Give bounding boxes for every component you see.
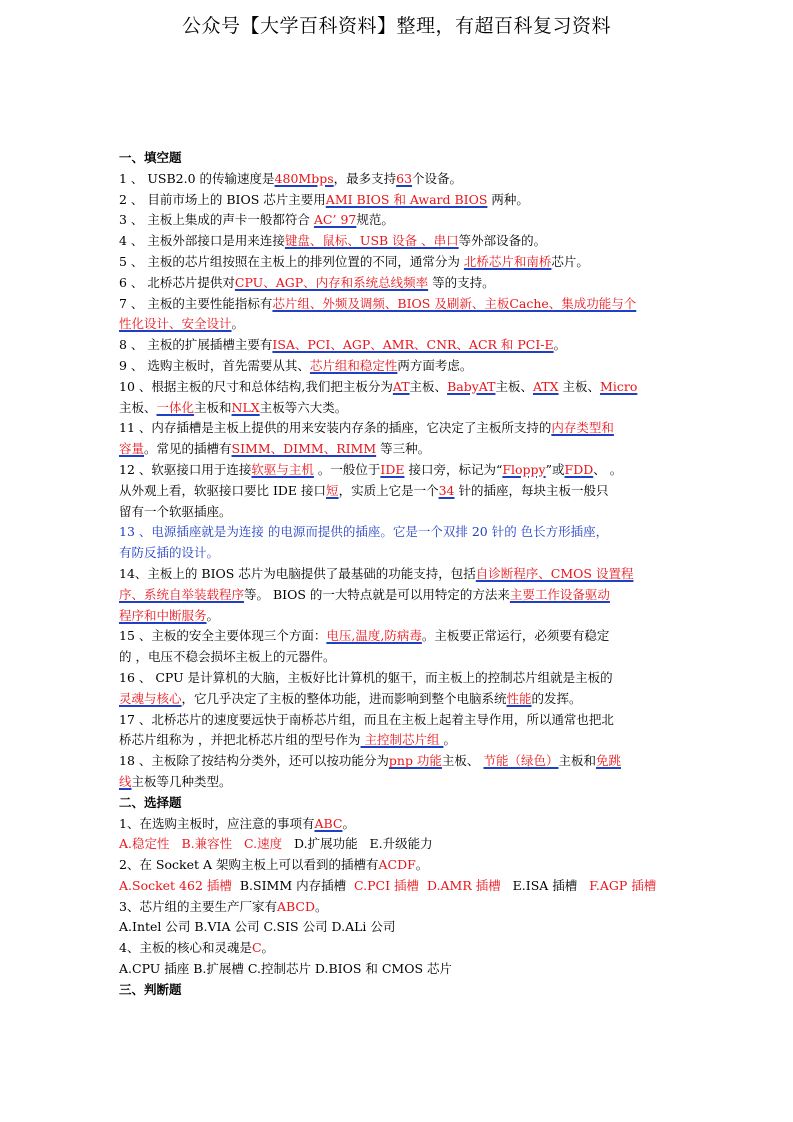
choice-4-options: A.CPU 插座 B.扩展槽 C.控制芯片 D.BIOS 和 CMOS 芯片 [119,961,453,977]
section-choice: 二、选择题 [119,794,182,810]
choice-3: 3、芯片组的主要生产厂家有ABCD。 [119,898,328,914]
question-16-line-2: 灵魂与核心，它几乎决定了主板的整体功能，进而影响到整个电脑系统性能的发挥。 [119,690,582,706]
question-9: 9 、 选购主板时，首先需要从其、芯片组和稳定性两方面考虑。 [119,357,473,373]
question-18-line-1: 18 、主板除了按结构分类外，还可以按功能分为pnp 功能主板、 节能（绿色）主板和免跳 [119,753,621,769]
question-18-line-2: 线主板等几种类型。 [119,773,232,789]
choice-2-options: A.Socket 462 插槽 B.SIMM 内存插槽 C.PCI 插槽 D.AMR 插槽 E.ISA 插槽 F.AGP 插槽 [119,877,657,893]
question-10-line-1: 10 、根据主板的尺寸和总体结构,我们把主板分为AT主板、BabyAT主板、ATX 主板、Micro [119,378,638,394]
choice-1: 1、在选购主板时，应注意的事项有ABC。 [119,815,355,831]
question-17-line-2: 桥芯片组称为 ，并把北桥芯片组的型号作为 主控制芯片组 。 [119,732,456,748]
choice-3-options: A.Intel 公司 B.VIA 公司 C.SIS 公司 D.ALi 公司 [119,919,396,935]
question-17-line-1: 17 、北桥芯片的速度要远快于南桥芯片组，而且在主板上起着主导作用，所以通常也把北 [119,711,614,727]
question-10-line-2: 主板、一体化主板和NLX主板等六大类。 [119,399,348,415]
question-1: 1 、 USB2.0 的传输速度是480Mbps，最多支持63个设备。 [119,170,463,186]
page-header: 公众号【大学百科资料】整理，有超百科复习资料 [181,15,611,37]
question-13-line-1: 13 、电源插座就是为连接 的电源而提供的插座。它是一个双排 20 针的 色长方形插座， [119,524,609,540]
question-12-line-1: 12 、软驱接口用于连接软驱与主机 。一般位于IDE 接口旁，标记为“Floppy”或FDD、 。 [119,461,623,477]
question-4: 4 、 主板外部接口是用来连接键盘、鼠标、USB 设备 、串口等外部设备的。 [119,233,547,249]
question-16-line-1: 16 、 CPU 是计算机的大脑，主板好比计算机的躯干，而主板上的控制芯片组就是主板的 [119,669,613,685]
question-7-line-1: 7 、 主板的主要性能指标有芯片组、外频及调频、BIOS 及刷新、主板Cache、集成功能与个 [119,295,637,311]
question-15-line-1: 15 、主板的安全主要体现三个方面：电压,温度,防病毒。主板要正常运行，必须要有稳定 [119,628,610,644]
question-8: 8 、 主板的扩展插槽主要有ISA、PCI、AGP、AMR、CNR、ACR 和 PCI-E。 [119,337,567,353]
question-11-line-2: 容量。常见的插槽有SIMM、DIMM、RIMM 等三种。 [119,441,431,457]
question-5: 5 、 主板的芯片组按照在主板上的排列位置的不同，通常分为 北桥芯片和南桥芯片。 [119,253,589,269]
question-14-line-2: 序、系统自举装载程序等。 BIOS 的一大特点就是可以用特定的方法来主要工作设备驱动 [119,586,610,602]
question-15-line-2: 的 ，电压不稳会损坏主板上的元器件。 [119,649,336,665]
question-2: 2 、 目前市场上的 BIOS 芯片主要用AMI BIOS 和 Award BIOS 两种。 [119,191,529,207]
section-fill-in: 一、填空题 [119,150,182,165]
section-true-false: 三、判断题 [119,981,182,997]
choice-4: 4、主板的核心和灵魂是C。 [119,940,275,956]
question-13-line-2: 有防反插的设计。 [119,545,220,561]
choice-1-options: A.稳定性 B.兼容性 C.速度 D.扩展功能 E.升级能力 [119,836,433,852]
question-14-line-1: 14、主板上的 BIOS 芯片为电脑提供了最基础的功能支持，包括自诊断程序、CMOS 设置程 [119,565,634,581]
question-12-line-3: 留有一个软驱插座。 [119,503,232,519]
document-body [119,148,674,1001]
choice-2: 2、在 Socket A 架购主板上可以看到的插槽有ACDF。 [119,857,429,873]
question-11-line-1: 11 、内存插槽是主板上提供的用来安装内存条的插座，它决定了主板所支持的内存类型和 [119,420,614,436]
question-6: 6 、 北桥芯片提供对CPU、AGP、内存和系统总线频率 等的支持。 [119,274,495,290]
question-12-line-2: 从外观上看，软驱接口要比 IDE 接口短，实质上它是一个34 针的插座，每块主板一般只 [119,482,609,498]
question-14-line-3: 程序和中断服务。 [119,607,220,623]
question-3: 3 、 主板上集成的声卡一般都符合 AC’ 97规范。 [119,212,394,228]
question-7-line-2: 性化设计、安全设计。 [119,316,245,332]
